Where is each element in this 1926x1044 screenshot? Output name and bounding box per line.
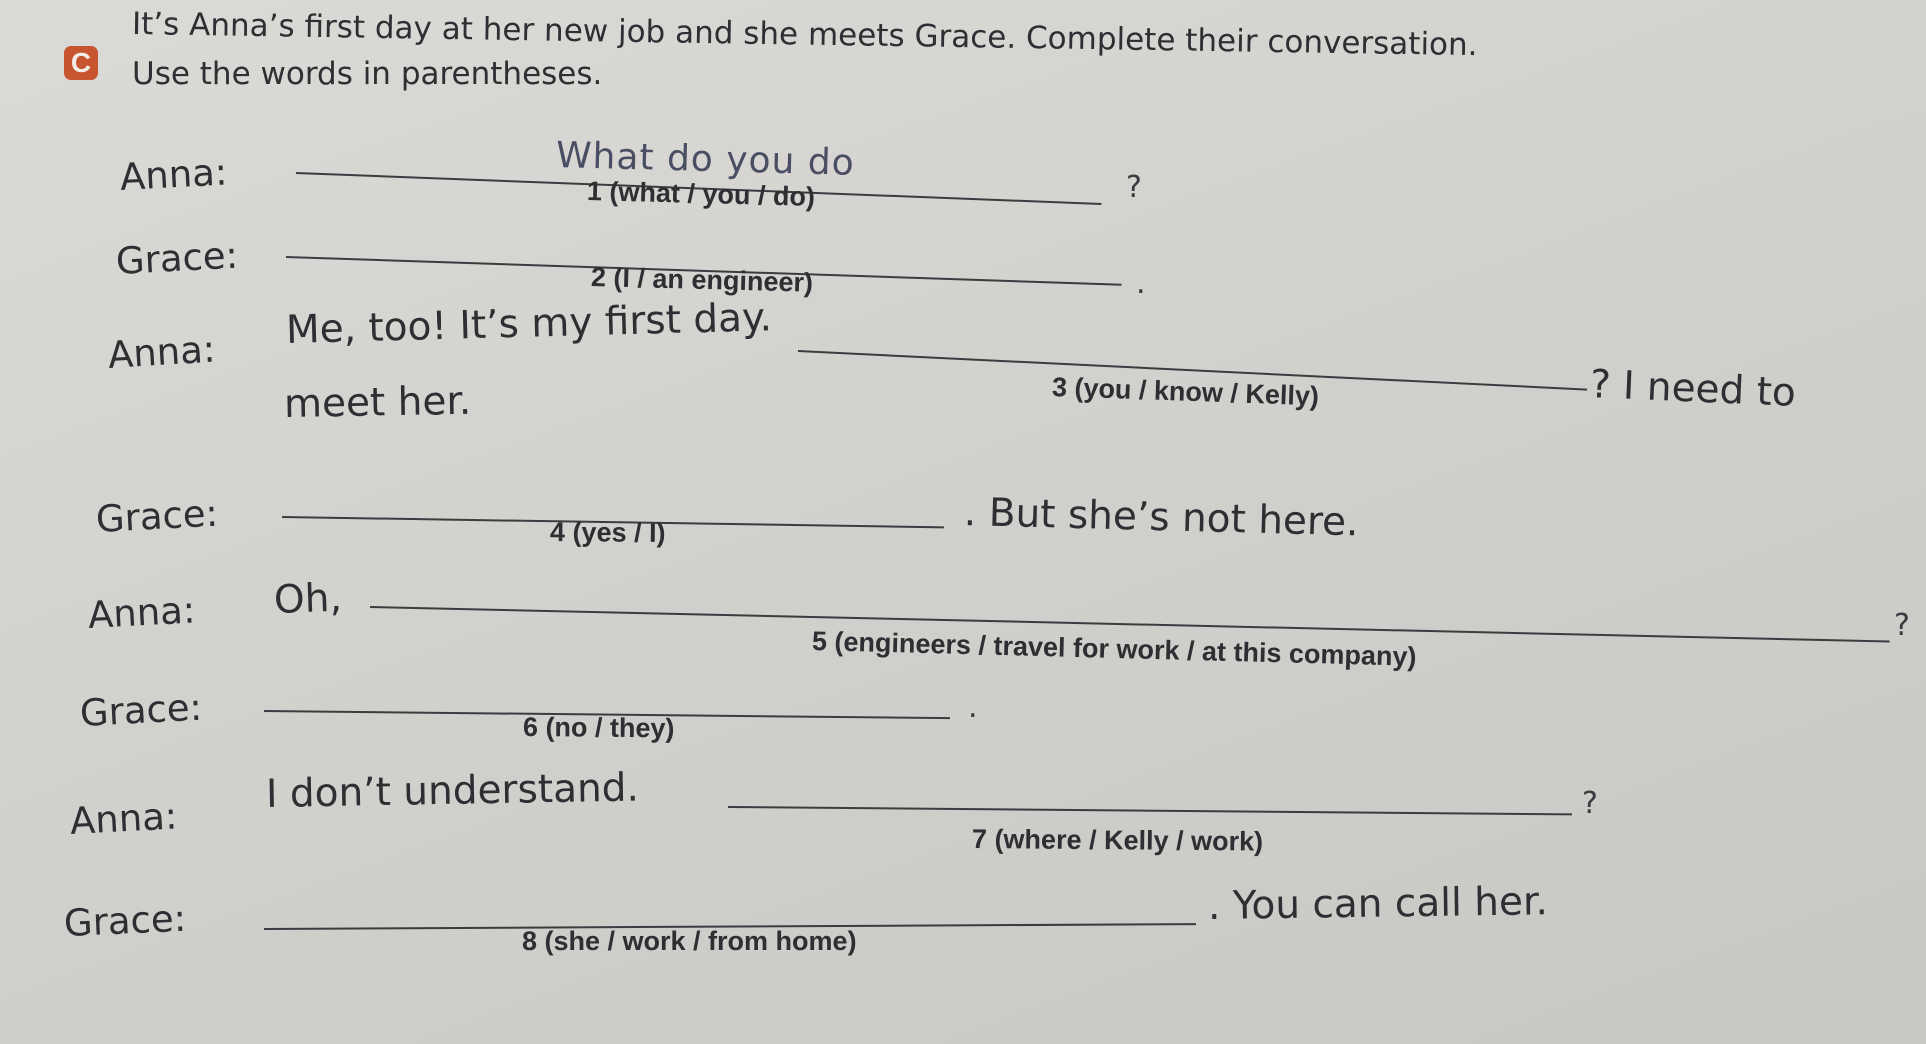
prompt-4: 4 (yes / I) (549, 517, 666, 549)
line-3-trailing-text: ? I need to (1589, 362, 1797, 416)
prompt-7: 7 (where / Kelly / work) (971, 824, 1264, 857)
prompt-1: 1 (what / you / do) (586, 176, 816, 212)
punctuation-1: ? (1126, 170, 1142, 205)
line-8-trailing-text: . You can call her. (1207, 879, 1549, 929)
prompt-5: 5 (engineers / travel for work / at this company) (811, 626, 1417, 672)
speaker-grace-2: Grace: (114, 233, 240, 283)
instruction-line-1: It’s Anna’s first day at her new job and she meets Grace. Complete their conversation. (131, 6, 1478, 64)
line-4-trailing-text: . But she’s not here. (963, 490, 1360, 546)
exercise-letter-badge: C (64, 46, 98, 80)
punctuation-2: . (1136, 266, 1146, 301)
line-5-lead-text: Oh, (273, 575, 343, 623)
prompt-8: 8 (she / work / from home) (522, 926, 857, 956)
prompt-2: 2 (I / an engineer) (590, 262, 814, 298)
answer-7-blank[interactable] (728, 806, 1572, 815)
line-3-lead-text: Me, too! It’s my first day. (285, 295, 773, 353)
speaker-grace-4: Grace: (94, 491, 220, 541)
speaker-grace-6: Grace: (78, 685, 204, 735)
punctuation-6: . (968, 690, 978, 725)
prompt-6: 6 (no / they) (522, 712, 675, 744)
punctuation-7: ? (1582, 786, 1598, 821)
speaker-grace-8: Grace: (63, 896, 187, 945)
answer-1-handwritten: What do you do (555, 135, 856, 184)
line-7-lead-text: I don’t understand. (265, 765, 640, 817)
speaker-anna-3: Anna: (106, 327, 217, 377)
line-3-continuation: meet her. (283, 378, 472, 427)
speaker-anna-1: Anna: (118, 150, 229, 199)
punctuation-5: ? (1894, 608, 1910, 643)
prompt-3: 3 (you / know / Kelly) (1051, 372, 1320, 412)
speaker-anna-7: Anna: (68, 794, 179, 843)
instruction-line-2: Use the words in parentheses. (132, 56, 603, 92)
speaker-anna-5: Anna: (86, 588, 197, 637)
